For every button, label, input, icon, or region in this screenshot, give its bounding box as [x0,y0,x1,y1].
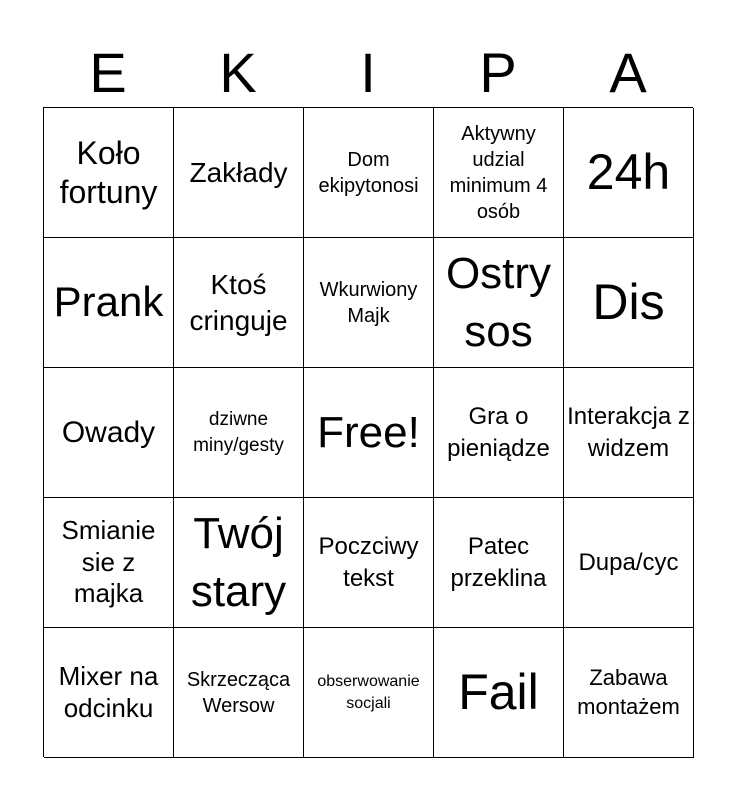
cell-text: Skrzecząca Wersow [186,668,291,717]
cell-text: Twój stary [190,509,287,616]
header-letter-p: P [479,41,517,104]
bingo-cell-r2c3[interactable] [304,238,434,368]
cell-text: Gra o pieniądze [447,402,550,462]
cell-text: 24h [586,143,671,200]
cell-text: Zakłady [189,156,288,188]
cell-text: Koło fortuny [59,135,158,210]
bingo-cell-r4c2[interactable] [174,498,304,628]
cell-text: Dupa/cyc [578,548,679,576]
bingo-cell-r3c4[interactable] [434,368,564,498]
bingo-cell-r3c1[interactable] [44,368,174,498]
bingo-cell-r3c5[interactable] [564,368,694,498]
header-letter-e: E [89,41,127,104]
cell-text: Smianie sie z majka [61,514,156,609]
bingo-cell-r1c4[interactable] [434,108,564,238]
cell-text: Patec przeklina [450,532,547,592]
bingo-cell-r2c4[interactable] [434,238,564,368]
bingo-cell-r3c3[interactable] [304,368,434,498]
bingo-cell-r1c2[interactable] [174,108,304,238]
cell-text: Zabawa montażem [577,665,680,719]
cell-text: Prank [53,278,164,326]
bingo-cell-r5c4[interactable] [434,628,564,758]
bingo-cell-r4c4[interactable] [434,498,564,628]
bingo-cell-r2c2[interactable] [174,238,304,368]
bingo-cell-r1c3[interactable] [304,108,434,238]
cell-text: Wkurwiony Majk [319,278,418,327]
cell-text: dziwne miny/gesty [193,409,284,456]
cell-text: Aktywny udzial minimum 4 osób [449,122,548,223]
bingo-cell-r1c5[interactable] [564,108,694,238]
cell-text: Owady [61,415,156,449]
bingo-board [43,107,693,757]
cell-text: Free! [317,407,420,457]
bingo-header [43,40,693,106]
bingo-cell-r5c5[interactable] [564,628,694,758]
header-letter-k: K [219,41,257,104]
bingo-cell-r5c1[interactable] [44,628,174,758]
cell-text: Dom ekipytonosi [318,148,419,197]
cell-text: Mixer na odcinku [58,660,159,723]
bingo-cell-r5c3[interactable] [304,628,434,758]
bingo-cell-r5c2[interactable] [174,628,304,758]
cell-text: Ostry sos [445,249,552,356]
bingo-cell-r3c2[interactable] [174,368,304,498]
bingo-cell-r4c1[interactable] [44,498,174,628]
bingo-cell-r4c5[interactable] [564,498,694,628]
cell-text: obserwowanie socjali [317,672,420,712]
cell-text: Dis [592,273,665,330]
bingo-cell-r2c1[interactable] [44,238,174,368]
cell-text: Poczciwy tekst [318,532,419,592]
header-letter-i: I [360,41,376,104]
cell-text: Fail [458,663,539,720]
bingo-cell-r2c5[interactable] [564,238,694,368]
header-letter-a: A [609,41,647,104]
cell-text: Ktoś cringuje [189,268,288,336]
bingo-cell-r1c1[interactable] [44,108,174,238]
bingo-cell-r4c3[interactable] [304,498,434,628]
cell-text: Interakcja z widzem [567,402,690,462]
